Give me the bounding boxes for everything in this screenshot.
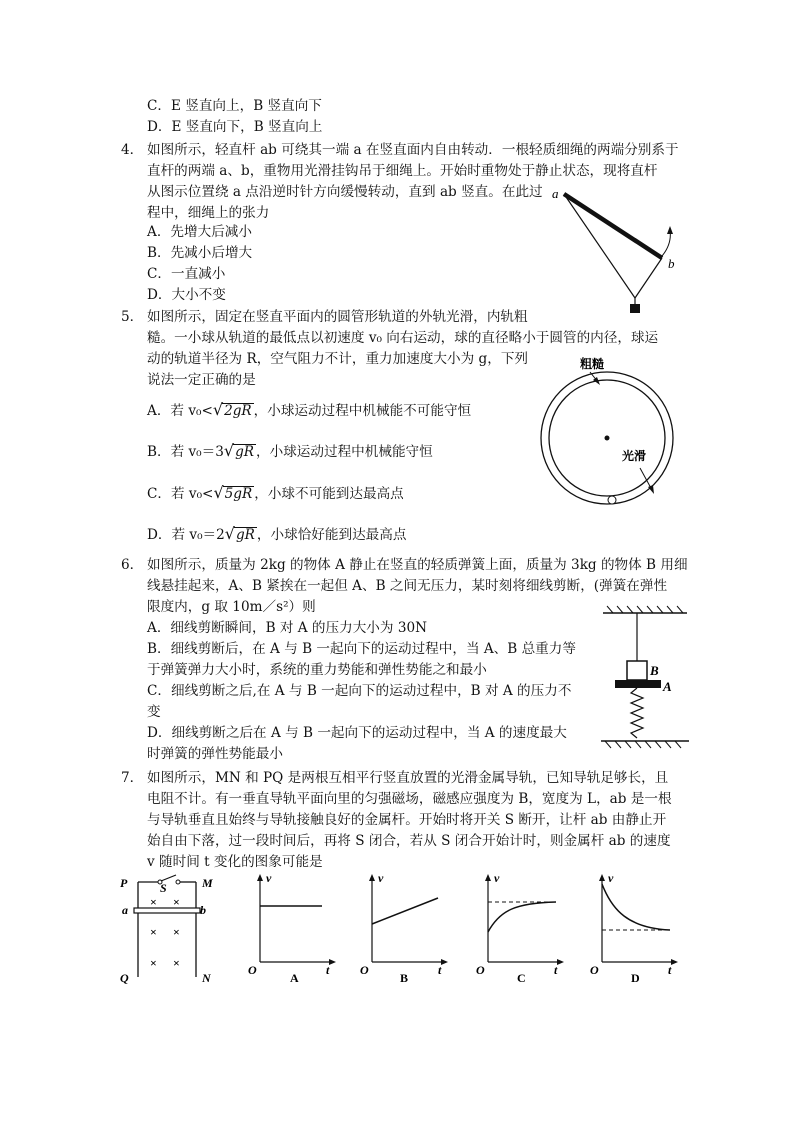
q6-number: 6． <box>121 557 144 573</box>
q7-graph-b-v-label: v <box>378 871 384 885</box>
q6-figure-spring <box>595 605 695 750</box>
q7-figure-rails <box>120 872 220 987</box>
q4-stem-line-1: 如图所示，轻直杆 ab 可绕其一端 a 在竖直面内自由转动．一根轻质细绳的两端分别系于 <box>147 142 679 158</box>
q5-number: 5． <box>121 309 144 325</box>
q7-stem-line-3: 与导轨垂直且始终与导轨接触良好的金属杆。开始时将开关 S 断开，让杆 ab 由静止开 <box>147 812 667 828</box>
q4-figure-rod-rope <box>550 180 690 320</box>
q4-option-a: A．先增大后减小 <box>147 224 252 240</box>
q4-label-a: a <box>552 186 559 201</box>
q7-graph-a-v-label: v <box>266 871 272 885</box>
q5-stem-line-3: 动的轨道半径为 R，空气阻力不计，重力加速度大小为 g，下列 <box>147 351 529 367</box>
q4-option-d: D．大小不变 <box>147 287 226 303</box>
q4-rope-right <box>635 258 662 298</box>
q5-option-a: A．若 v₀<√2gR ，小球运动过程中机械能不可能守恒 <box>147 400 472 419</box>
q7-graph-c-curve <box>488 902 556 932</box>
q7-graph-c-v-label: v <box>494 871 500 885</box>
q4-stem-line-3: 从图示位置绕 a 点沿逆时针方向缓慢转动，直到 ab 竖直。在此过 <box>147 184 543 200</box>
q7-graph-c <box>476 870 566 985</box>
q6-option-b-line-2: 于弹簧弹力大小时，系统的重力势能和弹性势能之和最小 <box>147 662 487 678</box>
q4-stem-line-4: 程中，细绳上的张力 <box>147 205 270 221</box>
q4-option-c: C．一直减小 <box>147 266 226 282</box>
q7-field-mark: × <box>150 895 157 909</box>
q5-option-c: C．若 v₀<√5gR ，小球不可能到达最高点 <box>147 483 404 502</box>
q7-field-mark: × <box>173 956 180 970</box>
q7-graph-a-label: A <box>290 971 299 985</box>
q5-center-dot <box>605 436 610 441</box>
q7-number: 7． <box>121 770 144 786</box>
q7-graph-a-origin: O <box>248 963 257 977</box>
q6-option-c-line-2: 变 <box>147 704 161 720</box>
q7-graph-b-t-label: t <box>438 963 442 977</box>
q7-graph-c-label: C <box>517 971 526 985</box>
q7-field-mark: × <box>173 895 180 909</box>
q6-stem-line-2: 线悬挂起来，A、B 紧挨在一起但 A、B 之间无压力，某时刻将细线剪断，(弹簧在弹性 <box>147 578 668 594</box>
q7-graph-c-origin: O <box>476 963 485 977</box>
q5-ball <box>608 496 616 504</box>
q7-graph-d-t-label: t <box>668 963 672 977</box>
q7-graph-d-v-label: v <box>608 871 614 885</box>
q5-stem-line-1: 如图所示，固定在竖直平面内的圆管形轨道的外轨光滑，内轨粗 <box>147 309 528 325</box>
q3-option-d: D．E 竖直向下，B 竖直向上 <box>147 119 323 135</box>
q6-label-b: B <box>650 663 659 678</box>
q7-label-m: M <box>202 876 213 890</box>
q7-label-a: a <box>122 903 128 917</box>
q6-option-a: A．细线剪断瞬间，B 对 A 的压力大小为 30N <box>147 620 428 636</box>
q6-block-b <box>627 661 647 680</box>
q7-field-mark: × <box>150 925 157 939</box>
q6-option-d-line-1: D．细线剪断之后在 A 与 B 一起向下的运动过程中，当 A 的速度最大 <box>147 725 567 741</box>
q7-graph-a-t-label: t <box>326 963 330 977</box>
q6-stem-line-1: 如图所示，质量为 2kg 的物体 A 静止在竖直的轻质弹簧上面，质量为 3kg 的物体 B 用细 <box>147 557 688 573</box>
q6-option-d-line-2: 时弹簧的弹性势能最小 <box>147 746 283 762</box>
q7-stem-line-1: 如图所示，MN 和 PQ 是两根互相平行竖直放置的光滑金属导轨，已知导轨足够长，且 <box>147 770 669 786</box>
q4-number: 4． <box>121 142 144 158</box>
q6-option-b-line-1: B．细线剪断后，在 A 与 B 一起向下的运动过程中，当 A、B 总重力等 <box>147 641 576 657</box>
q7-label-q: Q <box>120 971 129 985</box>
q7-label-b: b <box>200 903 206 917</box>
q3-option-c: C．E 竖直向上，B 竖直向下 <box>147 98 322 114</box>
q7-graph-d <box>590 870 682 985</box>
q7-rod-ab <box>134 908 200 913</box>
q7-label-s: S <box>160 881 167 895</box>
q6-stem-line-3: 限度内，g 取 10m／s²）则 <box>147 599 316 615</box>
q7-graph-b <box>360 870 450 985</box>
q4-rod <box>564 194 662 258</box>
q7-stem-line-5: v 随时间 t 变化的图象可能是 <box>147 854 323 870</box>
q6-label-a: A <box>663 679 672 694</box>
q7-field-mark: × <box>150 956 157 970</box>
q7-graph-d-curve <box>602 884 670 930</box>
q6-spring <box>631 688 643 738</box>
q6-block-a <box>615 680 661 688</box>
q6-ceiling-hatch <box>607 606 683 613</box>
q4-rope-left <box>564 194 635 298</box>
q7-label-n: N <box>202 971 211 985</box>
q7-graph-b-curve <box>372 898 438 924</box>
q4-label-b: b <box>668 256 675 271</box>
q7-graph-b-origin: O <box>360 963 369 977</box>
q4-weight <box>630 304 640 313</box>
q5-figure-tube-track <box>540 350 690 520</box>
q7-graph-d-label: D <box>631 971 640 985</box>
q5-option-d: D．若 v₀＝2√gR ，小球恰好能到达最高点 <box>147 524 407 543</box>
q6-floor-hatch <box>605 741 681 748</box>
q6-option-c-line-1: C．细线剪断之后,在 A 与 B 一起向下的运动过程中，B 对 A 的压力不 <box>147 683 572 699</box>
q4-stem-line-2: 直杆的两端 a、b，重物用光滑挂钩吊于细绳上。开始时重物处于静止状态，现将直杆 <box>147 163 658 179</box>
q5-option-b: B．若 v₀＝3√gR ，小球运动过程中机械能守恒 <box>147 441 433 460</box>
q7-graph-c-t-label: t <box>554 963 558 977</box>
q7-label-p: P <box>120 876 128 890</box>
q7-graph-a <box>248 870 338 985</box>
q7-stem-line-4: 始自由下落，过一段时间后，再将 S 闭合，若从 S 闭合开始计时，则金属杆 ab 的速度 <box>147 833 671 849</box>
q5-stem-line-2: 糙。一小球从轨道的最低点以初速度 v₀ 向右运动，球的直径略小于圆管的内径，球运 <box>147 330 659 346</box>
q7-graph-b-label: B <box>400 971 409 985</box>
q4-option-b: B．先减小后增大 <box>147 245 253 261</box>
q7-field-mark: × <box>173 925 180 939</box>
q7-stem-line-2: 电阻不计。有一垂直导轨平面向里的匀强磁场，磁感应强度为 B，宽度为 L，ab 是一根 <box>147 791 672 807</box>
q7-graph-d-origin: O <box>590 963 599 977</box>
q5-smooth-label: 光滑 <box>622 449 647 463</box>
q5-rough-label: 粗糙 <box>580 357 605 371</box>
q5-stem-line-4: 说法一定正确的是 <box>147 372 256 388</box>
